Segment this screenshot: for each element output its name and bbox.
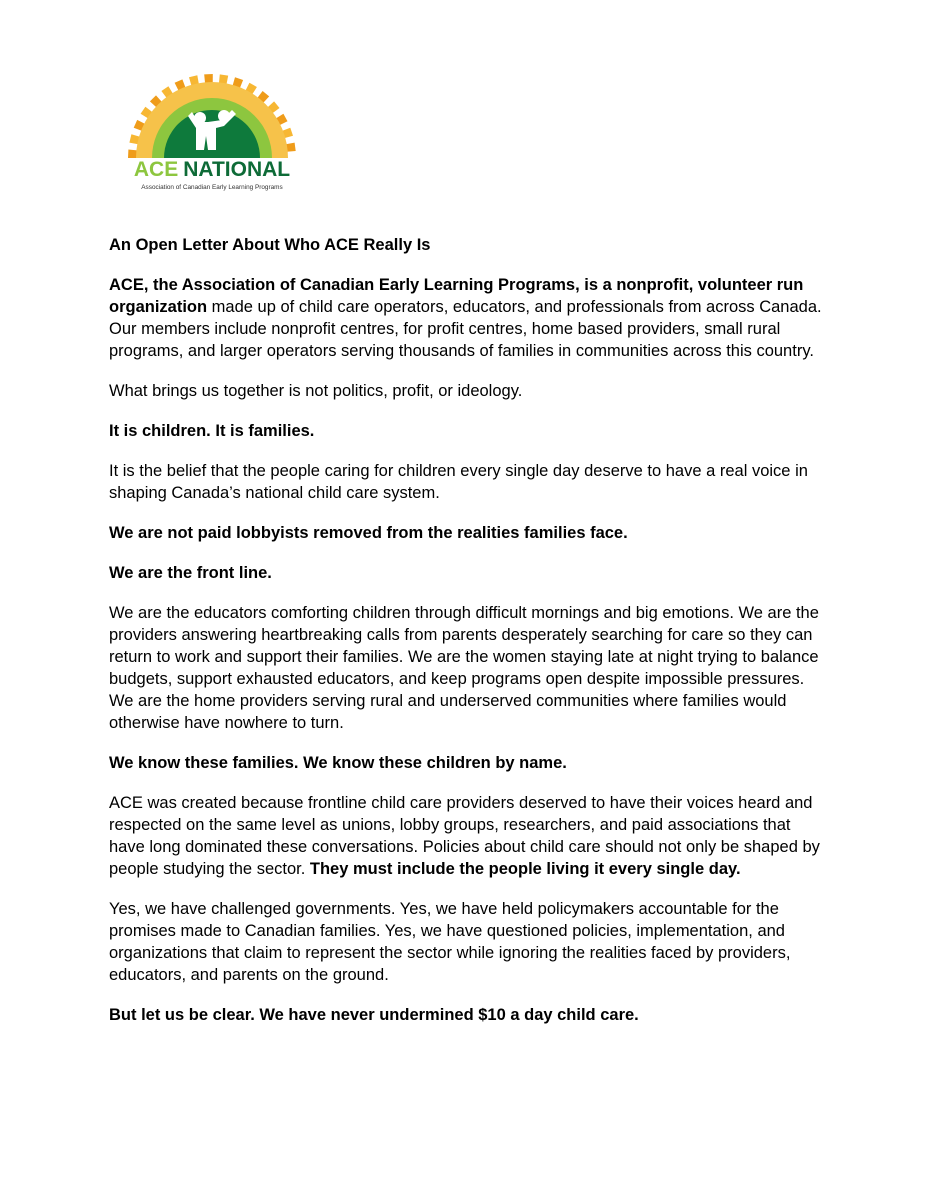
letter-title: An Open Letter About Who ACE Really Is bbox=[109, 236, 431, 254]
intro-bold: ACE, the Association of Canadian Early Learning Programs, is a nonprofit, volunteer run organization bbox=[109, 276, 804, 316]
paragraph-educators: We are the educators comforting children through difficult mornings and big emotions. We are the providers answering heartbreaking calls from parents desperately searching for care so they can return to work and support their families. We are the women staying late at night trying to balance budgets, support exhausted educators, and keep programs open despite impossible pressures. We are the home providers serving rural and underserved communities where families would otherwise have nowhere to turn. bbox=[109, 604, 819, 732]
ace-created-text: ACE was created because frontline child care providers deserved to have their voices heard and respected on the same level as unions, lobby groups, researchers, and paid associations that have long dominated these conversations. Policies about child care should not only be shaped by people studying the sector. bbox=[109, 794, 820, 878]
paragraph-intro bbox=[109, 274, 829, 362]
ace-national-logo bbox=[124, 56, 300, 196]
logo-ace-text: ACE bbox=[133, 158, 179, 181]
paragraph-children: It is children. It is families. bbox=[109, 422, 315, 440]
logo-tagline: Association of Canadian Early Learning Programs bbox=[141, 184, 283, 191]
paragraph-be-clear: But let us be clear. We have never undermined $10 a day child care. bbox=[109, 1006, 639, 1024]
logo-national-text: NATIONAL bbox=[183, 158, 291, 181]
paragraph-front-line: We are the front line. bbox=[109, 564, 272, 582]
paragraph-know-families: We know these families. We know these children by name. bbox=[109, 754, 567, 772]
sunburst-logo-icon bbox=[124, 56, 300, 196]
letter-body bbox=[109, 234, 829, 1044]
ace-created-bold: They must include the people living it every single day. bbox=[309, 860, 741, 878]
intro-rest: made up of child care operators, educators, and professionals from across Canada. Our members include nonprofit centres, for profit centres, home based providers, small rural programs, and larger operators serving thousands of families in communities across this country. bbox=[109, 298, 822, 360]
paragraph-challenged: Yes, we have challenged governments. Yes, we have held policymakers accountable for the promises made to Canadian families. Yes, we have questioned policies, implementation, and organizations that claim to represent the sector while ignoring the realities faced by providers, educators, and parents on the ground. bbox=[109, 900, 791, 984]
svg-text:ACENATIONAL bbox=[134, 158, 290, 181]
paragraph-belief: It is the belief that the people caring for children every single day deserve to have a real voice in shaping Canada’s national child care system. bbox=[109, 462, 808, 502]
paragraph-ace-created bbox=[109, 792, 829, 880]
paragraph-together: What brings us together is not politics, profit, or ideology. bbox=[109, 382, 523, 400]
paragraph-not-lobbyists: We are not paid lobbyists removed from the realities families face. bbox=[109, 524, 628, 542]
